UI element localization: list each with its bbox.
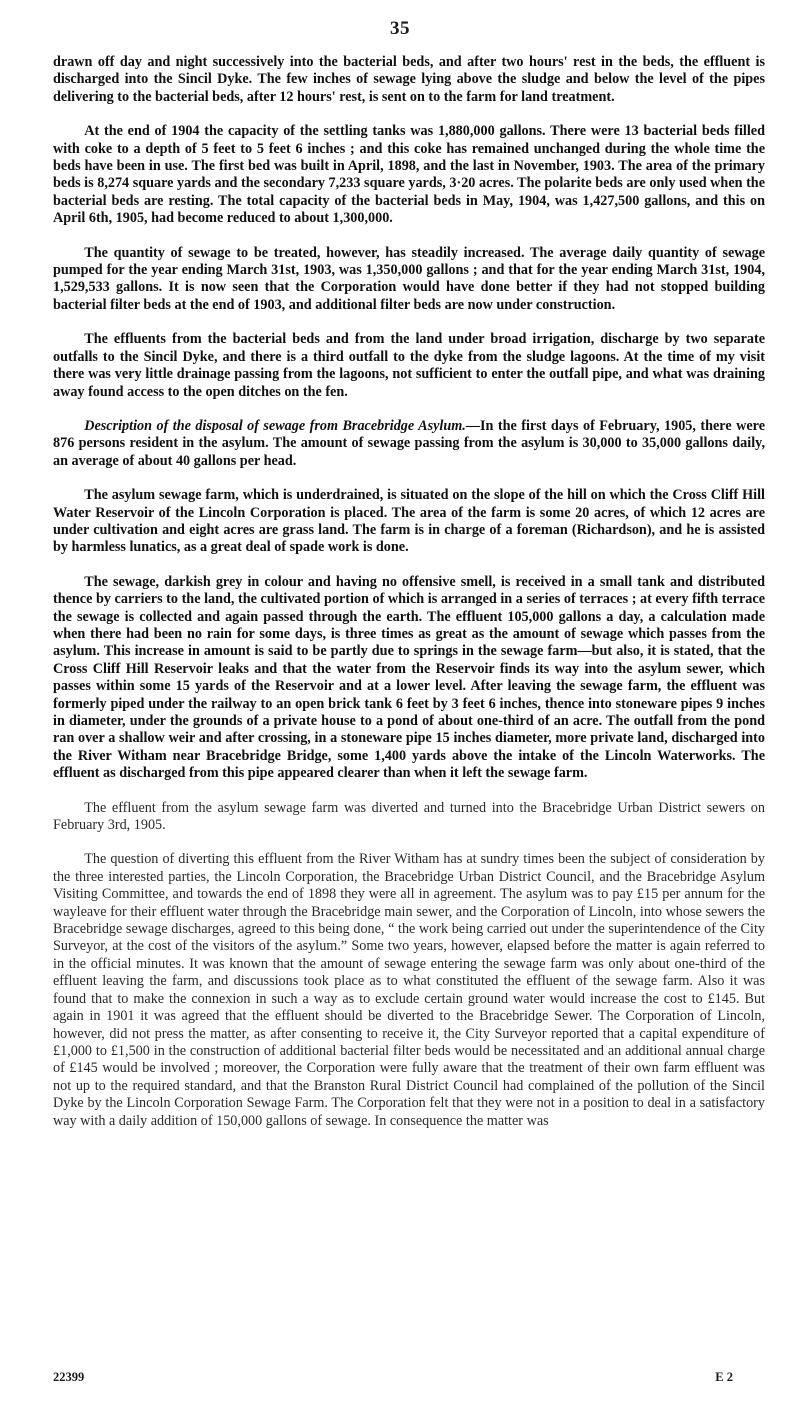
paragraph-question-of-diverting: The question of diverting this effluent from the River Witham has at sundry times been the subject of consideration by the three interested parties, the Lincoln Corporation, the Bracebridge Urban District Council, and the Bracebridge Asylum Visiting Committee, and towards the end of 1898 they were all in agreement. The asylum was to pay £15 per annum for the wayleave for their effluent water through the Bracebridge main sewer, and the Corporation of Lincoln, into whose sewers the Bracebridge sewage discharges, agreed to this being done, “ the work being carried out under the superintendence of the City Surveyor, at the cost of the visitors of the asylum.” Some two years, however, elapsed before the matter is again referred to in the official minutes. It was known that the amount of sewage entering the sewage farm was only about one-third of the effluent leaving the farm, and discussions took place as to what constituted the effluent of the sewage farm. Also it was found that to make the connexion in such a way as to exclude certain ground water would increase the cost to £145. But again in 1901 it was agreed that the effluent should be diverted to the Bracebridge Sewer. The Corporation of Lincoln, however, did not press the matter, as after consenting to receive it, the City Surveyor reported that a capital expenditure of £1,000 to £1,500 in the construction of additional bacterial filter beds would be necessitated and an additional annual charge of £145 would be involved ; moreover, the Corporation were fully aware that the treatment of their own farm effluent was not up to the required standard, and that the Branston Rural District Council had complained of the pollution of the Sincil Dyke by the Lincoln Corporation Sewage Farm. The Corporation felt that they were not in a position to deal in a satisfactory way with a daily addition of 150,000 gallons of sewage. In consequence the matter was bbox=[53, 851, 765, 1129]
paragraph-continuation: drawn off day and night successively into the bacterial beds, and after two hours' rest in the beds, the effluent is discharged into the Sincil Dyke. The few inches of sewage lying above the sludge and below the level of the pipes delivering to the bacterial beds, after 12 hours' rest, is sent on to the farm for land treatment. bbox=[53, 54, 765, 105]
paragraph-capacity: At the end of 1904 the capacity of the settling tanks was 1,880,000 gallons. There were 13 bacterial beds filled with coke to a depth of 5 feet to 5 feet 6 inches ; and this coke has remained unchanged during the whole time the beds have been in use. The first bed was built in April, 1898, and the last in November, 1903. The area of the primary beds is 8,274 square yards and the secondary 7,233 square yards, 3·20 acres. The polarite beds are only used when the bacterial beds are resting. The total capacity of the bacterial beds in May, 1904, was 1,427,500 gallons, and this on April 6th, 1905, had become reduced to about 1,300,000. bbox=[53, 123, 765, 227]
asylum-intro: —In the first days of February, 1905, there were 876 persons resident in the asylum. The amount of sewage passing from the asylum is 30,000 to 35,000 gallons daily, an average of about 40 gallons per head. bbox=[53, 417, 765, 469]
paragraph-sewage-treatment: The sewage, darkish grey in colour and having no offensive smell, is received in a small tank and distributed thence by carriers to the land, the cultivated portion of which is arranged in a series of terraces ; at every fifth terrace the sewage is collected and again passed through the earth. The effluent 105,000 gallons a day, a calculation made when there had been no rain for some days, is three times as great as the amount of sewage which passes from the asylum. This increase in amount is said to be partly due to springs in the sewage farm—but also, it is stated, that the Cross Cliff Hill Reservoir leaks and that the water from the Reservoir finds its way into the asylum sewer, which passes within some 15 yards of the Reservoir and at a lower level. After leaving the sewage farm, the effluent was formerly piped under the railway to an open brick tank 6 feet by 3 feet 6 inches, thence into stoneware pipes 9 inches in diameter, under the grounds of a private house to a pond of about one-third of an acre. The outfall from the pond ran over a shallow weir and after crossing, in a stoneware pipe 15 inches diameter, more private land, discharged into the River Witham near Bracebridge Bridge, some 1,400 yards above the intake of the Lincoln Waterworks. The effluent as discharged from this pipe appeared clearer than when it left the sewage farm. bbox=[53, 573, 765, 782]
paragraph-effluent-diverted: The effluent from the asylum sewage farm was diverted and turned into the Bracebridge Urban District sewers on February 3rd, 1905. bbox=[53, 799, 765, 834]
body-text bbox=[53, 54, 765, 1147]
paragraph-asylum-farm: The asylum sewage farm, which is underdrained, is situated on the slope of the hill on which the Cross Cliff Hill Water Reservoir of the Lincoln Corporation is placed. The area of the farm is some 20 acres, of which 12 acres are under cultivation and eight acres are grass land. The farm is in charge of a foreman (Richardson), and he is assisted by harmless lunatics, as a great deal of spade work is done. bbox=[53, 487, 765, 556]
page-number: 35 bbox=[390, 18, 410, 39]
print-code: 22399 bbox=[53, 1370, 85, 1384]
signature-mark: E 2 bbox=[715, 1370, 733, 1384]
paragraph-asylum-description bbox=[53, 418, 765, 470]
paragraph-quantity: The quantity of sewage to be treated, however, has steadily increased. The average daily quantity of sewage pumped for the year ending March 31st, 1903, was 1,350,000 gallons ; and that for the year ending March 31st, 1904, 1,529,533 gallons. It is now seen that the Corporation would have done better if they had not stopped building bacterial filter beds at the end of 1903, and additional filter beds are now under construction. bbox=[53, 244, 765, 313]
asylum-heading: Description of the disposal of sewage from Bracebridge Asylum. bbox=[84, 417, 466, 434]
paragraph-effluents: The effluents from the bacterial beds and from the land under broad irrigation, discharge by two separate outfalls to the Sincil Dyke, and there is a third outfall to the dyke from the sludge lagoons. At the time of my visit there was very little drainage passing from the lagoons, not sufficient to enter the outfall pipe, and what was draining away found access to the open ditches on the fen. bbox=[53, 331, 765, 400]
